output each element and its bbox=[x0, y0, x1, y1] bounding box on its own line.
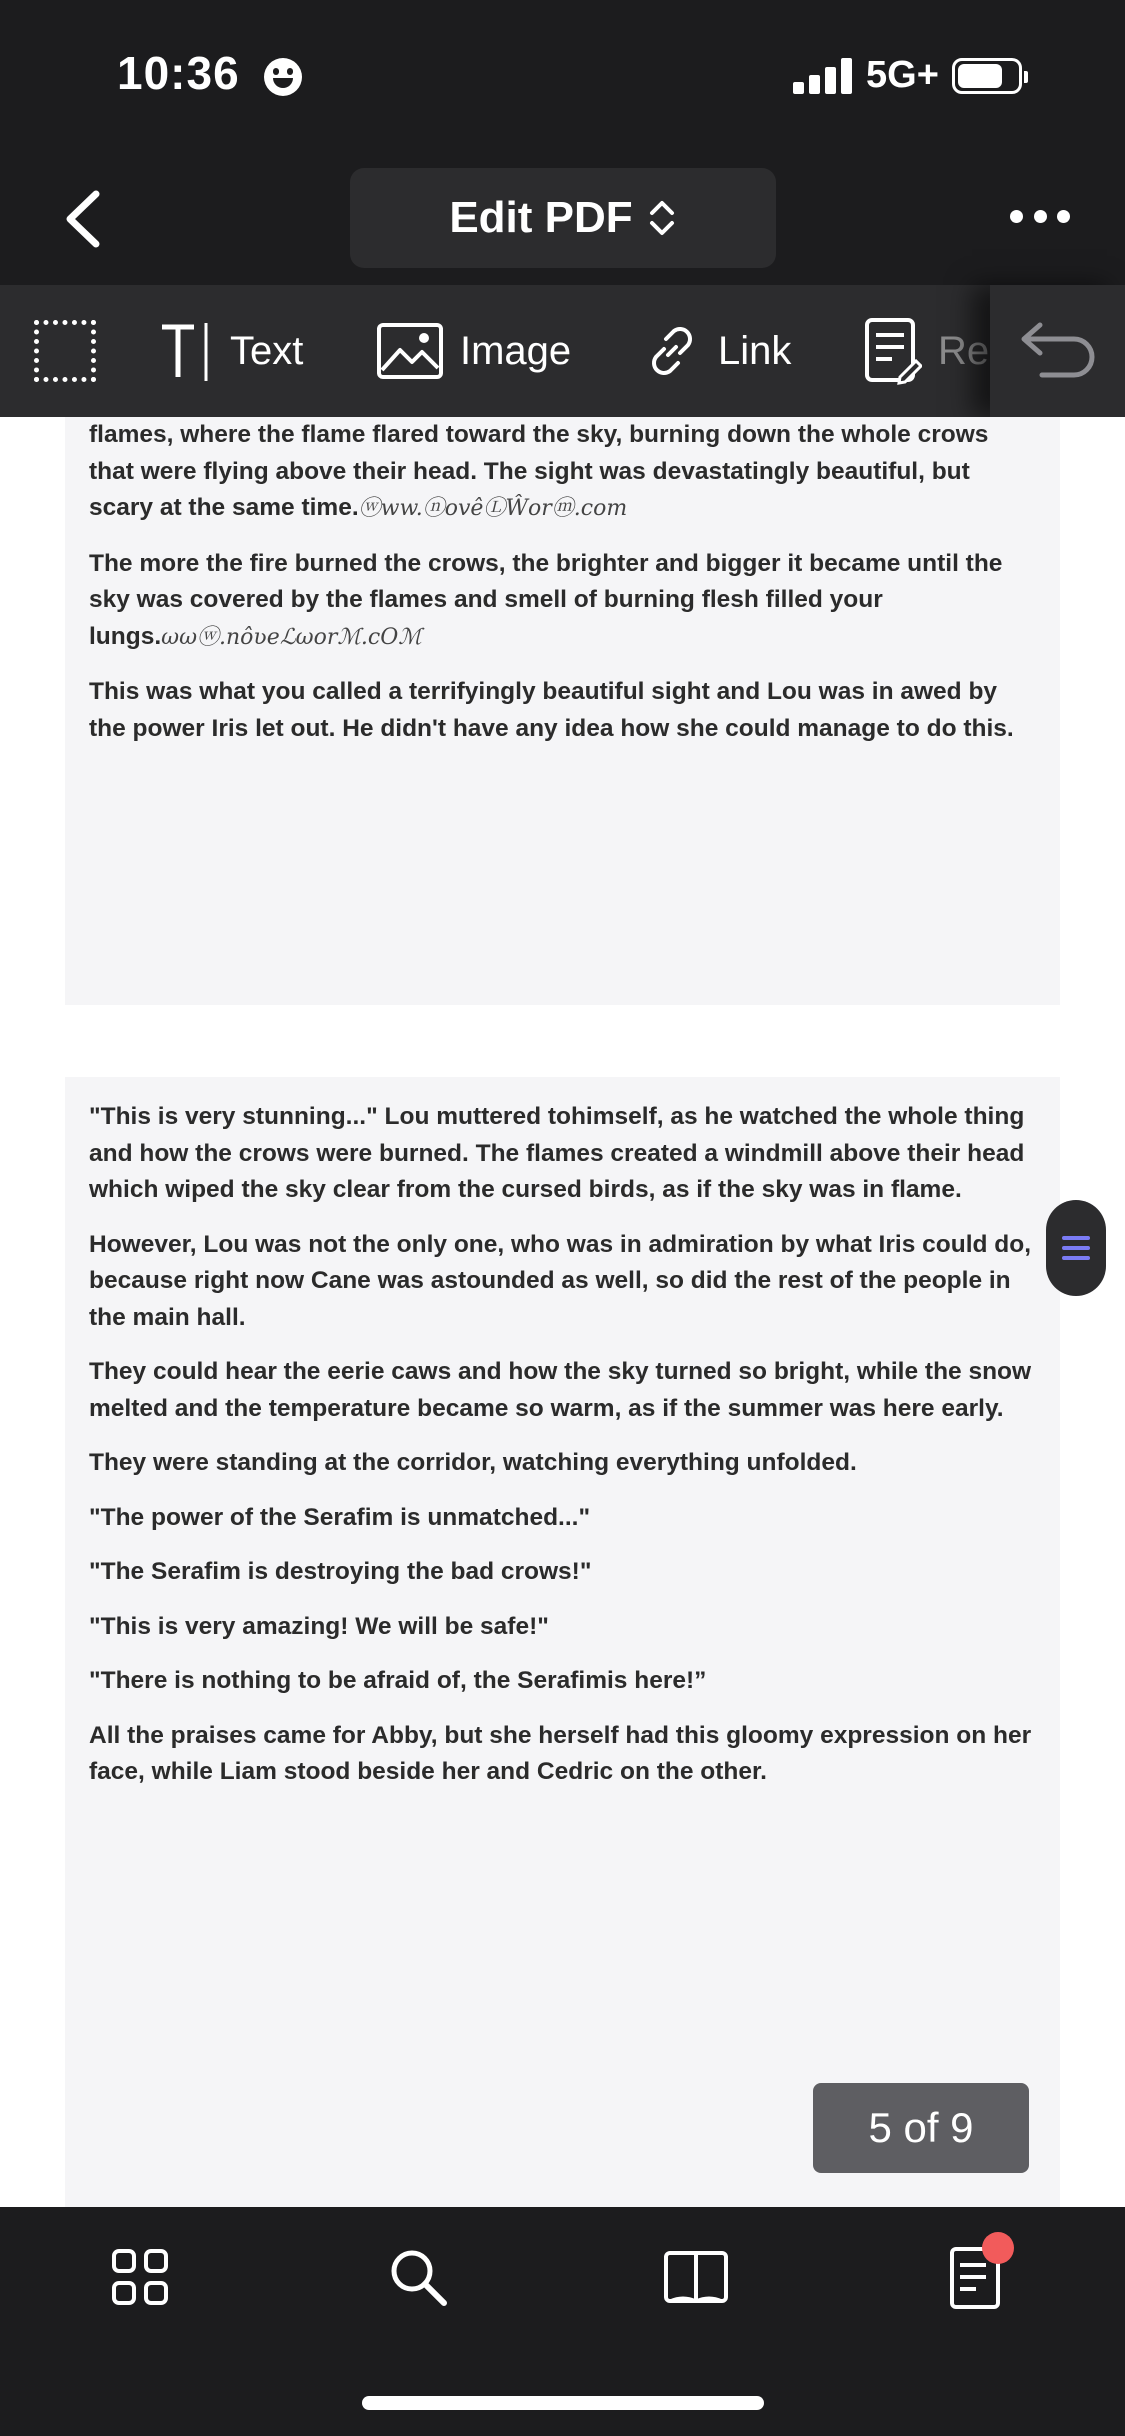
image-icon bbox=[376, 322, 444, 380]
page-indicator: 5 of 9 bbox=[813, 2083, 1029, 2173]
book-icon bbox=[660, 2241, 732, 2313]
home-indicator bbox=[362, 2396, 764, 2410]
battery-icon bbox=[952, 58, 1022, 94]
paragraph bbox=[89, 417, 1036, 528]
select-tool-button[interactable] bbox=[34, 320, 96, 382]
paragraph: They could hear the eerie caws and how the sky turned so bright, while the snow melted and the temperature became so warm, as if the summer was here early. bbox=[89, 1358, 1032, 1422]
status-time: 10:36 bbox=[117, 47, 240, 99]
signal-icon bbox=[793, 56, 853, 94]
text-tool-label: Text bbox=[230, 328, 304, 373]
more-dot bbox=[1010, 210, 1023, 223]
side-panel-handle[interactable] bbox=[1046, 1200, 1106, 1296]
image-tool-button[interactable] bbox=[376, 315, 571, 387]
paragraph: They were standing at the corridor, watching everything unfolded. bbox=[89, 1449, 857, 1476]
handle-line bbox=[1062, 1246, 1090, 1250]
paragraph bbox=[89, 546, 1036, 657]
more-options-button[interactable] bbox=[1010, 210, 1070, 226]
search-icon bbox=[382, 2241, 454, 2313]
read-tool-button[interactable] bbox=[864, 315, 989, 387]
paragraph: "There is nothing to be afraid of, the Serafimis here!” bbox=[89, 1667, 707, 1694]
title-switcher[interactable] bbox=[350, 168, 776, 268]
back-button[interactable] bbox=[56, 184, 116, 254]
thumbnails-button[interactable] bbox=[104, 2241, 176, 2313]
network-label: 5G+ bbox=[866, 54, 939, 96]
text-tool-button[interactable] bbox=[158, 315, 303, 387]
status-bar bbox=[0, 0, 1125, 150]
more-dot bbox=[1034, 210, 1047, 223]
notification-badge bbox=[982, 2232, 1014, 2264]
paragraph: However, Lou was not the only one, who was in admiration by what Iris could do, because right now Cane was astounded as well, so did the rest of the people in the main hall. bbox=[89, 1230, 1032, 1331]
reader-mode-button[interactable] bbox=[660, 2241, 732, 2313]
paragraph-text: The more the fire burned the crows, the brighter and bigger it became until the sky was covered by the flames and smell of burning flesh filled your lungs. bbox=[89, 549, 1003, 650]
paragraph: "The power of the Serafim is unmatched..." bbox=[89, 1503, 591, 1531]
read-tool-label: Re bbox=[938, 328, 990, 373]
header bbox=[0, 150, 1125, 285]
pdf-viewer[interactable] bbox=[0, 417, 1125, 2207]
chevron-up-down-icon bbox=[647, 198, 677, 238]
paragraph-text: flames, where the flame flared toward the sky, burning down the whole crows that were flying above their head. The sight was devastatingly beautiful, but scary at the same time. bbox=[89, 421, 989, 521]
smiley-icon bbox=[264, 58, 302, 96]
link-tool-label: Link bbox=[718, 328, 792, 373]
paragraph: "This is very stunning..." Lou muttered tohimself, as he watched the whole thing and how the crows were burned. The flames created a windmill above their head which wiped the sky clear from the cursed birds, as if the sky was in flame. bbox=[89, 1103, 1025, 1203]
image-tool-label: Image bbox=[460, 328, 572, 373]
handle-line bbox=[1062, 1236, 1090, 1240]
search-button[interactable] bbox=[382, 2241, 454, 2313]
text-icon bbox=[158, 319, 214, 383]
undo-icon bbox=[990, 285, 1125, 417]
grid-icon bbox=[104, 2241, 176, 2313]
paragraph: All the praises came for Abby, but she herself had this gloomy expression on her face, while Liam stood beside her and Cedric on the other. bbox=[89, 1721, 1032, 1785]
link-icon bbox=[642, 321, 702, 381]
link-tool-button[interactable] bbox=[642, 315, 791, 387]
page-title: Edit PDF bbox=[449, 193, 633, 242]
handle-line bbox=[1062, 1256, 1090, 1260]
pdf-page bbox=[0, 1005, 1125, 2207]
watermark-text: ωωⓦ.nôʋeℒωorℳ.cOℳ bbox=[161, 624, 422, 650]
more-dot bbox=[1057, 210, 1070, 223]
paragraph: "The Serafim is destroying the bad crows!" bbox=[89, 1558, 592, 1585]
paragraph: This was what you called a terrifyingly beautiful sight and Lou was in awed by the power Iris let out. He didn't have any idea how she could manage to do this. bbox=[89, 678, 1014, 742]
edit-toolbar bbox=[0, 285, 1125, 417]
chevron-left-icon bbox=[56, 184, 116, 254]
undo-button[interactable] bbox=[990, 285, 1125, 417]
text-block bbox=[65, 1077, 1060, 2207]
watermark-text: ⓦww.ⓝovêⓁŴorⓜ.com bbox=[358, 496, 628, 521]
paragraph: "This is very amazing! We will be safe!" bbox=[89, 1612, 549, 1640]
document-edit-icon bbox=[864, 317, 922, 385]
